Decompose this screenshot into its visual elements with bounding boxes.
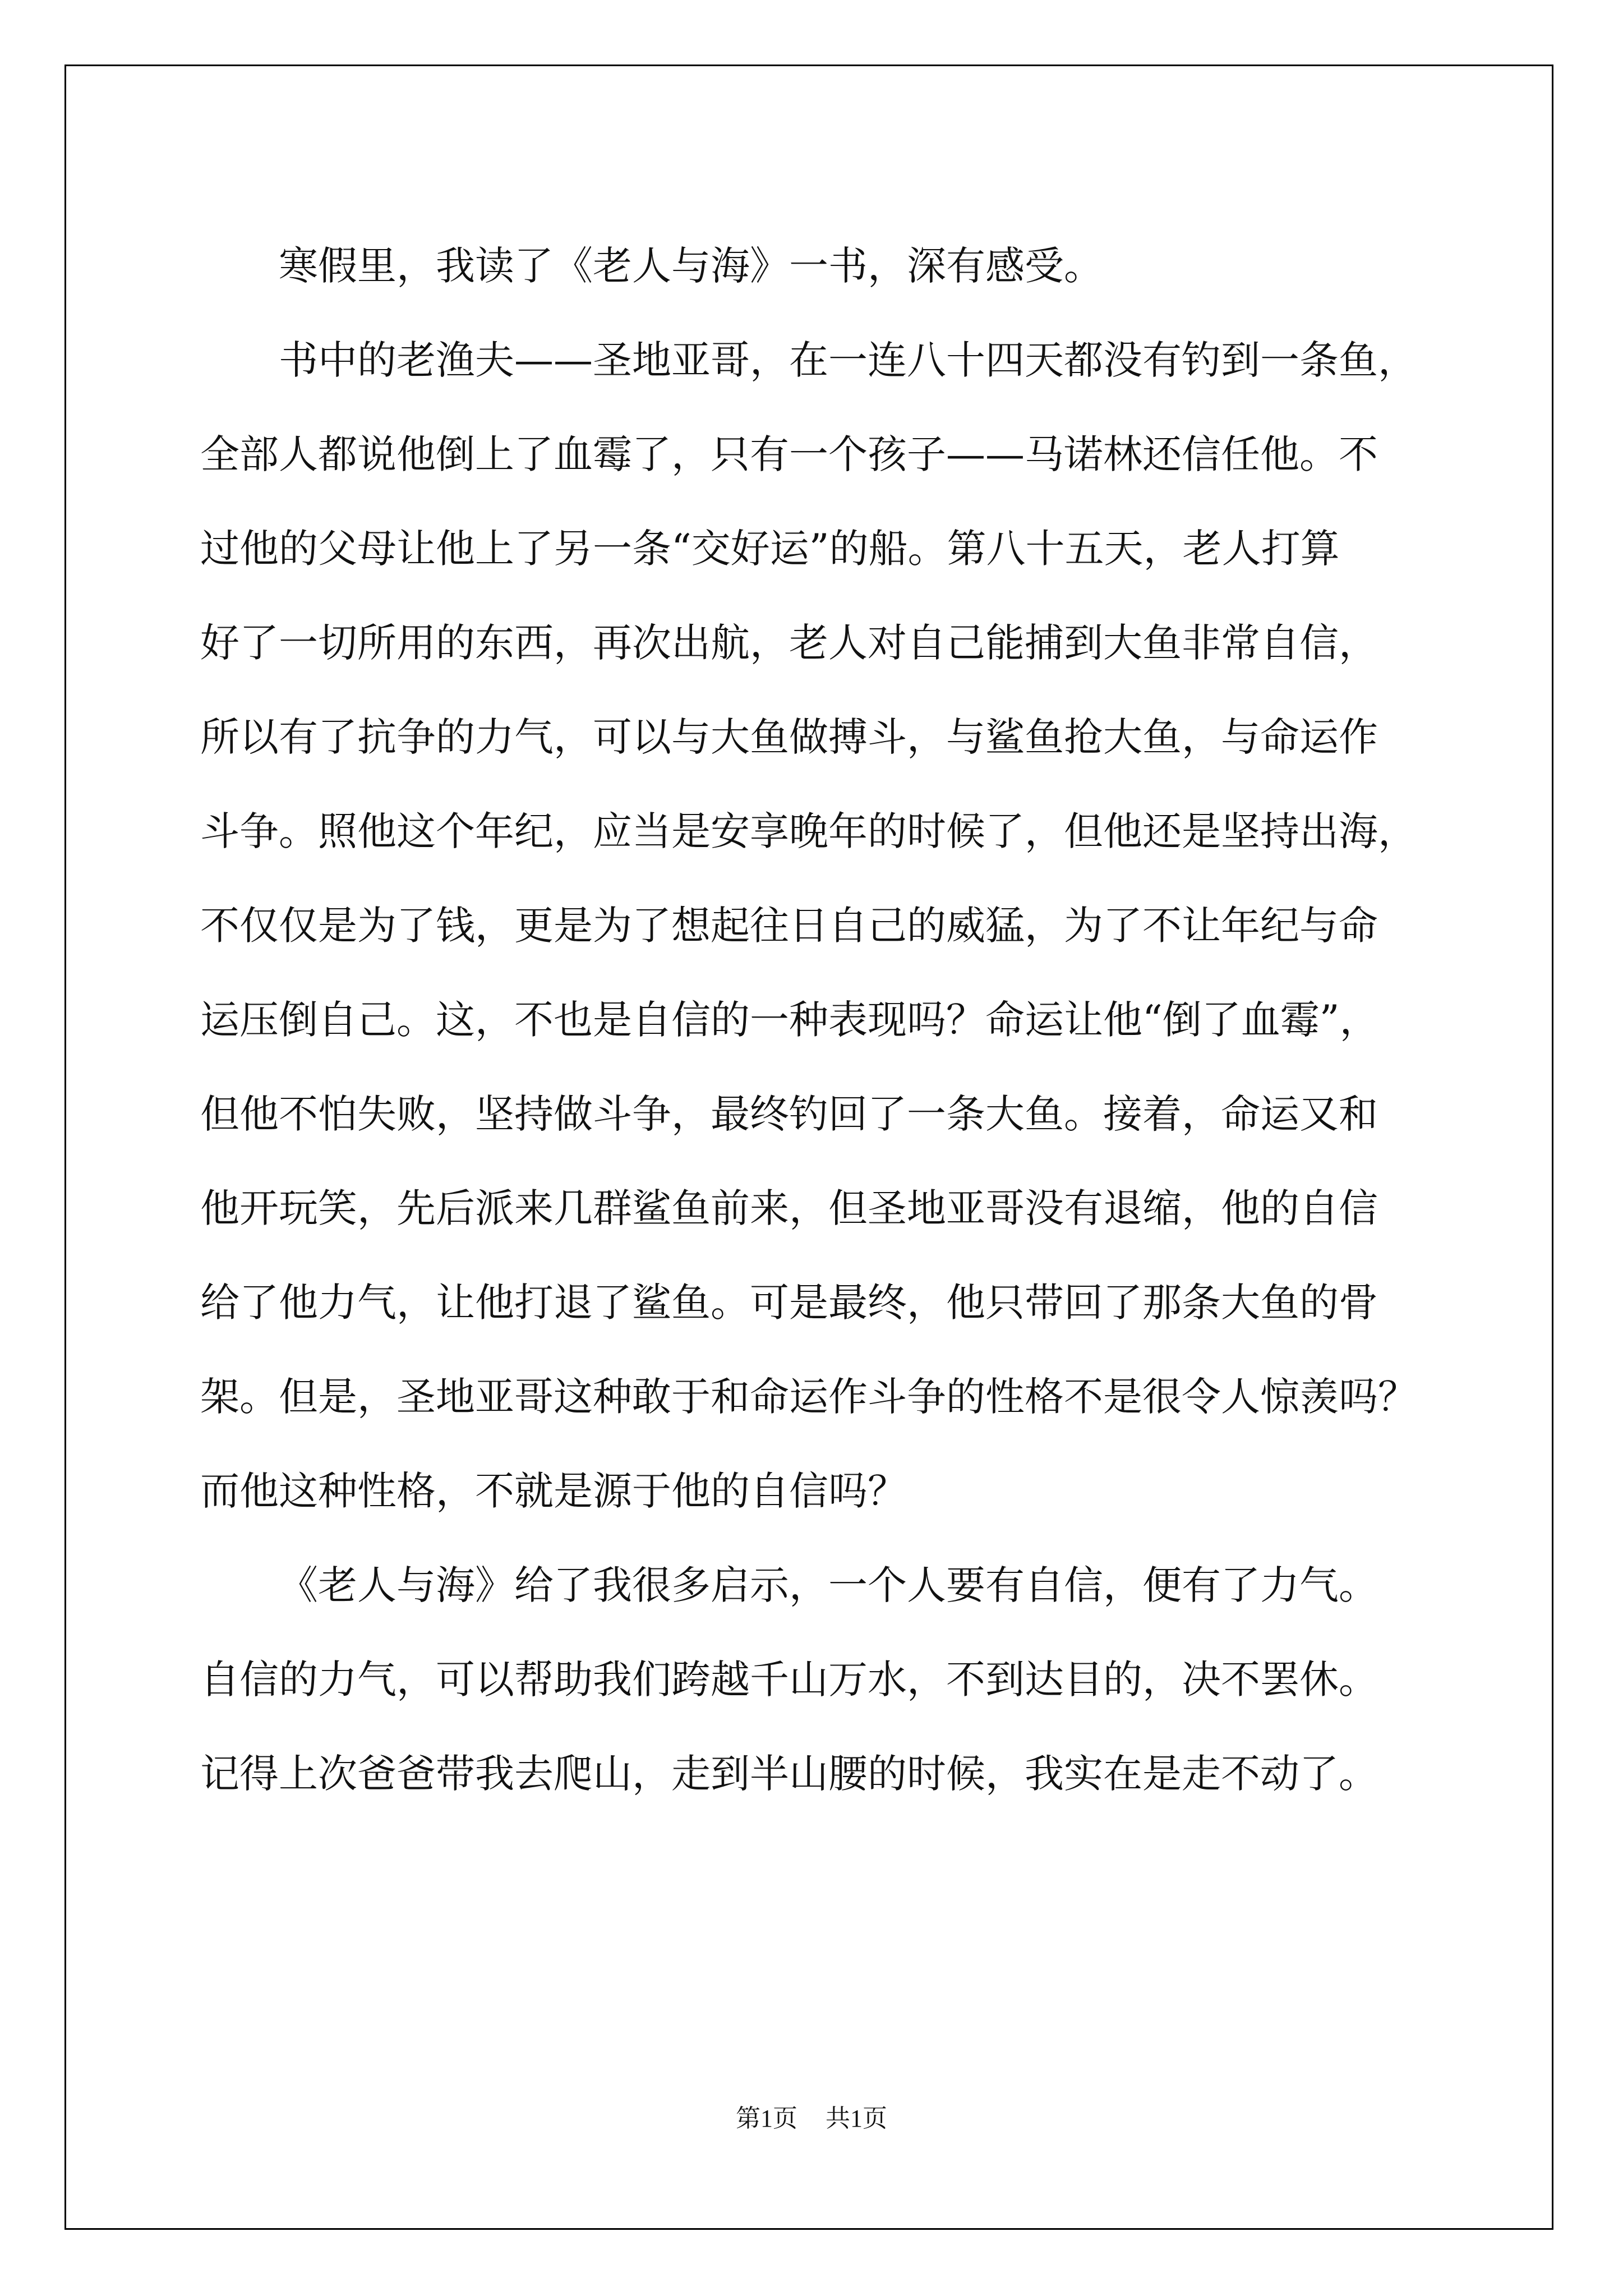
paragraph-1-line-1: 寒假里，我读了《老人与海》一书，深有感受。 [279, 243, 1103, 289]
paragraph-3-line-1: 《老人与海》给了我很多启示，一个人要有自信，便有了力气。 [279, 1562, 1378, 1608]
paragraph-2-line-13: 而他这种性格，不就是源于他的自信吗？ [200, 1468, 907, 1514]
paragraph-2-line-10: 他开玩笑，先后派来几群鲨鱼前来，但圣地亚哥没有退缩，他的自信 [200, 1185, 1378, 1231]
page-number: 第1页 [736, 2105, 797, 2132]
document-body [200, 219, 1467, 1821]
paragraph-2-line-9: 但他不怕失败，坚持做斗争，最终钓回了一条大鱼。接着，命运又和 [200, 1091, 1378, 1137]
paragraph-2-line-1: 书中的老渔夫——圣地亚哥，在一连八十四天都没有钓到一条鱼， [279, 337, 1417, 383]
paragraph-2-line-12: 架。但是，圣地亚哥这种敢于和命运作斗争的性格不是很令人惊羡吗？ [200, 1374, 1417, 1420]
paragraph-3-line-2: 自信的力气，可以帮助我们跨越千山万水，不到达目的，决不罢休。 [200, 1657, 1378, 1703]
page-total: 共1页 [826, 2105, 887, 2132]
paragraph-2-line-8: 运压倒自己。这，不也是自信的一种表现吗？命运让他“倒了血霉”， [200, 997, 1379, 1043]
paragraph-2-line-11: 给了他力气，让他打退了鲨鱼。可是最终，他只带回了那条大鱼的骨 [200, 1280, 1378, 1326]
paragraph-2-line-5: 所以有了抗争的力气，可以与大鱼做搏斗，与鲨鱼抢大鱼，与命运作 [200, 714, 1378, 760]
page-footer [0, 2098, 1623, 2134]
paragraph-3-line-3: 记得上次爸爸带我去爬山，走到半山腰的时候，我实在是走不动了。 [200, 1751, 1378, 1797]
paragraph-2-line-7: 不仅仅是为了钱，更是为了想起往日自己的威猛，为了不让年纪与命 [200, 903, 1378, 949]
paragraph-2-line-2: 全部人都说他倒上了血霉了，只有一个孩子——马诺林还信任他。不 [200, 431, 1378, 477]
paragraph-2-line-6: 斗争。照他这个年纪，应当是安享晚年的时候了，但他还是坚持出海， [200, 808, 1417, 854]
paragraph-2-line-4: 好了一切所用的东西，再次出航，老人对自己能捕到大鱼非常自信， [200, 620, 1378, 666]
paragraph-2-line-3: 过他的父母让他上了另一条“交好运”的船。第八十五天，老人打算 [200, 526, 1340, 572]
